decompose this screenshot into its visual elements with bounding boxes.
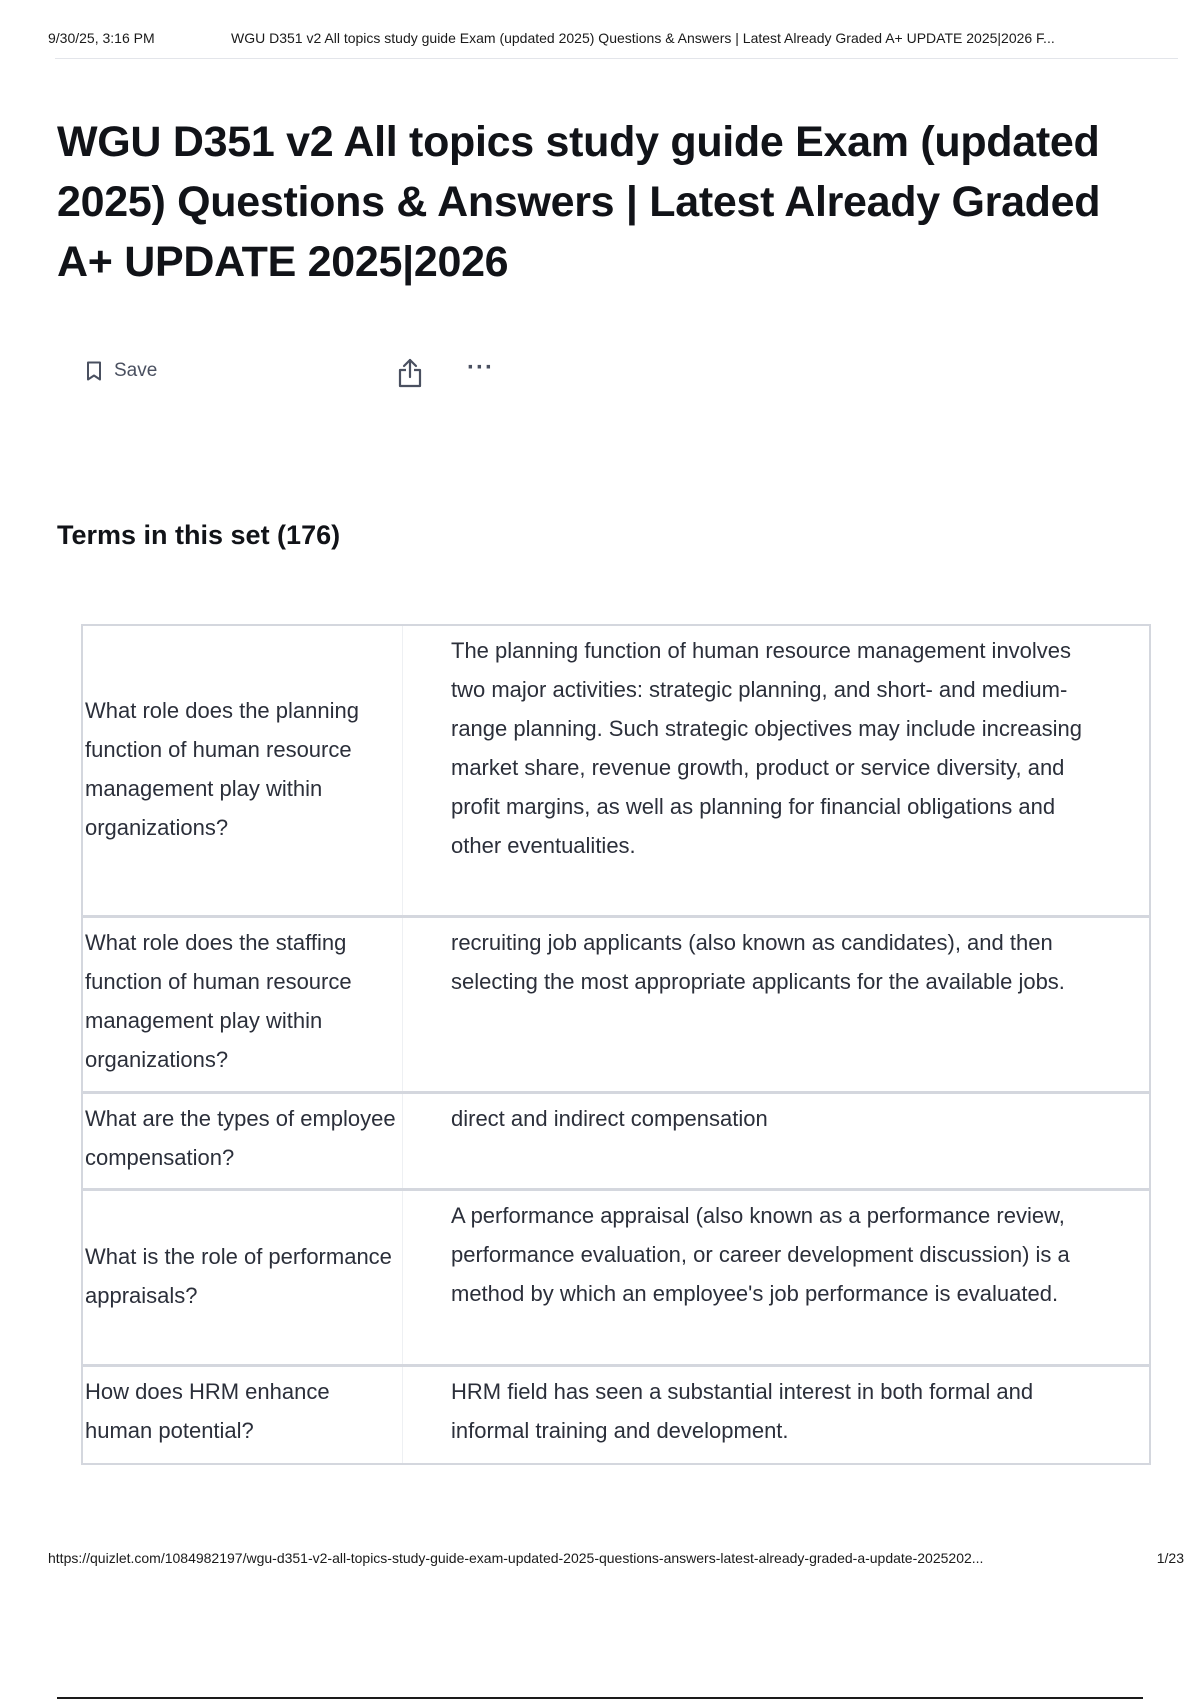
definition-cell: A performance appraisal (also known as a performance review, performance evaluation, or career development discussion) is a method by which an employee's job performance is evaluated. (451, 1203, 1070, 1306)
definition-cell: HRM field has seen a substantial interest in both formal and informal training and development. (451, 1379, 1034, 1443)
print-page-number: 1/23 (1156, 1550, 1184, 1566)
terms-table (81, 624, 1151, 1465)
term-cell: What role does the planning function of human resource management play within organizations? (83, 626, 403, 915)
more-options-icon: ··· (467, 354, 494, 381)
print-datetime: 9/30/25, 3:16 PM (48, 30, 155, 46)
bottom-divider (57, 1697, 1143, 1699)
term-cell: What is the role of performance appraisals? (83, 1191, 403, 1364)
table-row[interactable] (83, 1094, 1149, 1191)
print-document-title: WGU D351 v2 All topics study guide Exam (updated 2025) Questions & Answers | Latest Already Graded A+ UPDATE 2025|2026 F... (231, 30, 1055, 46)
set-toolbar (86, 354, 506, 392)
term-cell: How does HRM enhance human potential? (83, 1367, 403, 1463)
table-row[interactable] (83, 626, 1149, 918)
table-row[interactable] (83, 1191, 1149, 1367)
share-button[interactable] (397, 358, 423, 393)
term-cell: What role does the staffing function of human resource management play within organizations? (83, 918, 403, 1091)
terms-heading: Terms in this set (176) (57, 520, 341, 550)
save-button[interactable] (86, 360, 157, 382)
table-row[interactable] (83, 1367, 1149, 1463)
print-url: https://quizlet.com/1084982197/wgu-d351-v2-all-topics-study-guide-exam-updated-2025-questions-answers-latest-already-graded-a-update-2025202... (48, 1550, 984, 1566)
more-options-button[interactable] (467, 354, 494, 381)
definition-cell: The planning function of human resource management involves two major activities: strategic planning, and short- and medium-range planning. Such strategic objectives may include increasing market share, revenue growth, product or service diversity, and profit margins, as well as planning for financial obligations and other eventualities. (451, 638, 1083, 858)
page-title: WGU D351 v2 All topics study guide Exam (updated 2025) Questions & Answers | Latest Already Graded A+ UPDATE 2025|2026 (57, 118, 1101, 286)
save-label: Save (114, 360, 158, 381)
bookmark-icon (86, 361, 102, 381)
definition-cell: direct and indirect compensation (451, 1106, 768, 1131)
header-divider (55, 58, 1178, 59)
table-row[interactable] (83, 918, 1149, 1094)
share-icon (397, 375, 423, 392)
definition-cell: recruiting job applicants (also known as candidates), and then selecting the most appropriate applicants for the available jobs. (451, 930, 1065, 994)
term-cell: What are the types of employee compensation? (83, 1094, 403, 1188)
